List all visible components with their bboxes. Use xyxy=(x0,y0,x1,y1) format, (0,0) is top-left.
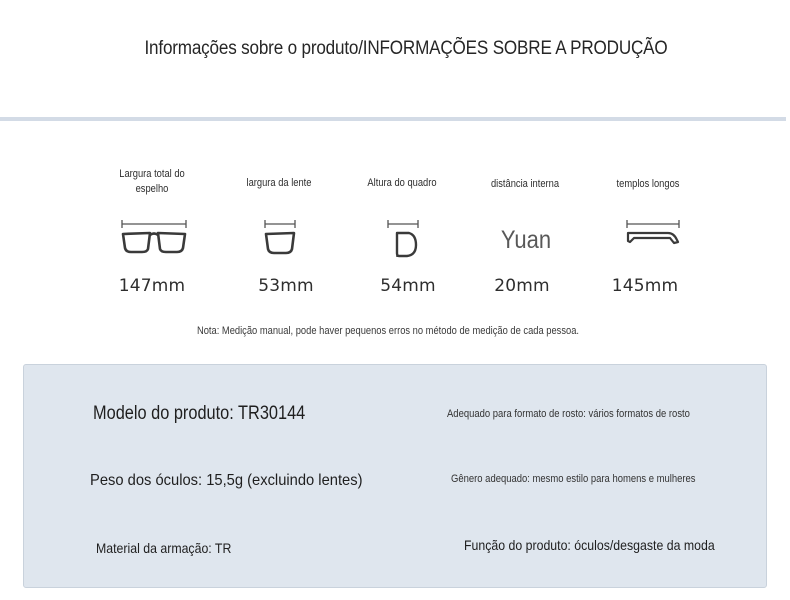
section-divider xyxy=(0,117,786,121)
spec-value-lens-width: 53mm xyxy=(258,276,314,296)
weight-text: Peso dos óculos: 15,5g (excluindo lentes) xyxy=(90,472,363,489)
spec-value-total-width: 147mm xyxy=(118,276,186,296)
function-text: Função do produto: óculos/desgaste da moda xyxy=(464,537,715,553)
spec-label-lens-width: largura da lente xyxy=(246,177,312,189)
temple-arm-icon xyxy=(624,219,682,247)
model-text: Modelo do produto: TR30144 xyxy=(93,403,306,424)
spec-label-temple-length: templos longos xyxy=(616,178,680,190)
product-details-panel xyxy=(23,364,767,588)
spec-value-bridge-width: 20mm xyxy=(494,276,550,296)
lens-icon xyxy=(262,219,298,255)
spec-label-total-width: Largura total do espelho xyxy=(119,168,185,195)
yuan-text: Yuan xyxy=(500,226,552,254)
glasses-front-icon xyxy=(118,219,190,255)
page-title: Informações sobre o produto/INFORMAÇÕES SOBRE A PRODUÇÃO xyxy=(144,38,668,59)
gender-text: Gênero adequado: mesmo estilo para homens e mulheres xyxy=(451,473,696,485)
spec-label-bridge-width: distância interna xyxy=(490,178,560,190)
spec-value-frame-height: 54mm xyxy=(380,276,436,296)
measurement-note: Nota: Medição manual, pode haver pequenos erros no método de medição de cada pessoa. xyxy=(196,325,580,337)
material-text: Material da armação: TR xyxy=(96,540,232,556)
face-shape-text: Adequado para formato de rosto: vários formatos de rosto xyxy=(447,408,690,420)
lens-side-icon xyxy=(385,219,421,259)
spec-value-temple-length: 145mm xyxy=(611,276,679,296)
spec-label-frame-height: Altura do quadro xyxy=(367,177,437,189)
